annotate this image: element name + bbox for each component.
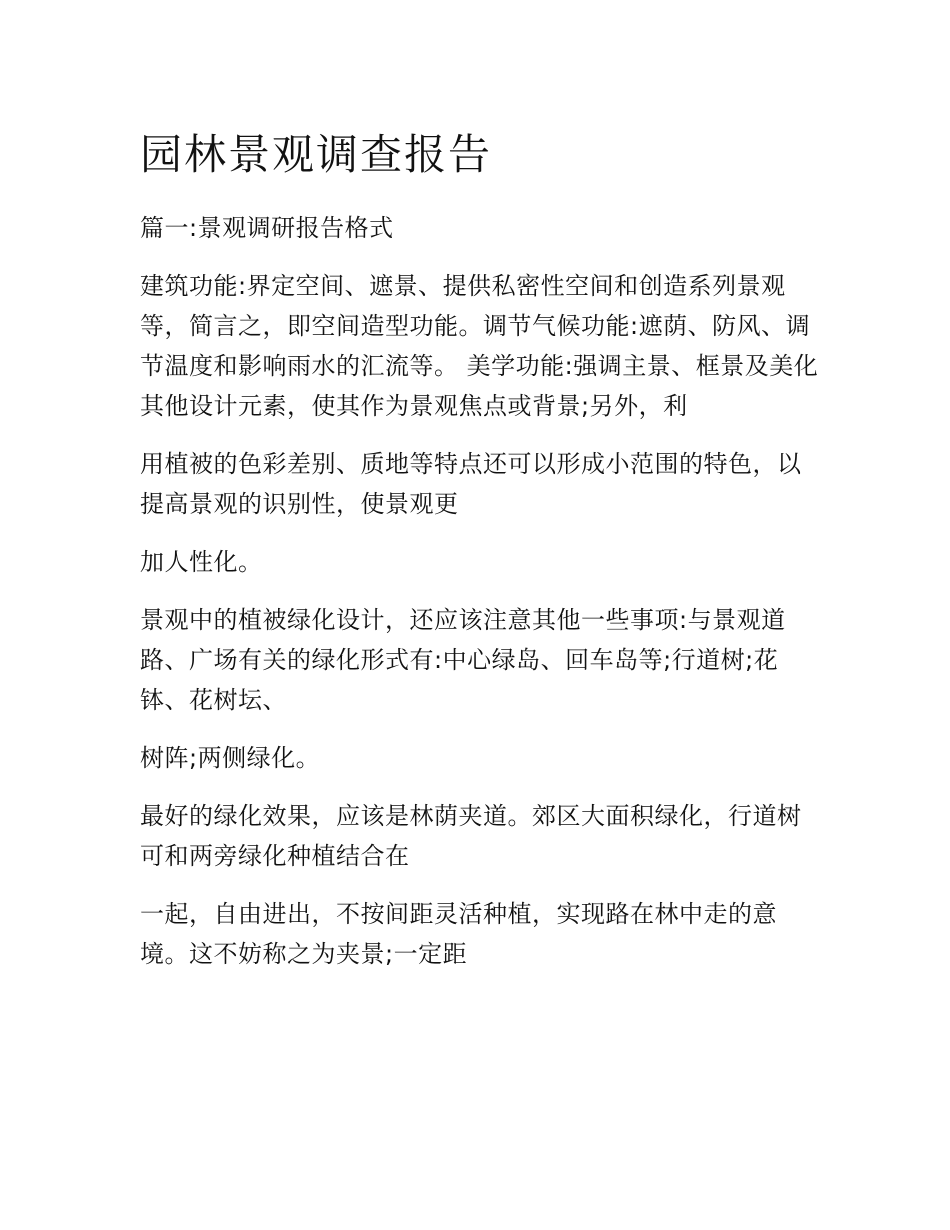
paragraph-7: 一起，自由进出，不按间距灵活种植，实现路在林中走的意境。这不妨称之为夹景;一定距 — [140, 900, 777, 968]
paragraph-2: 用植被的色彩差别、质地等特点还可以形成小范围的特色，以提高景观的识别性，使景观更 — [140, 450, 802, 518]
paragraph-1: 建筑功能:界定空间、遮景、提供私密性空间和创造系列景观等，简言之，即空间造型功能。调节气候功能:遮荫、防风、调节温度和影响雨水的汇流等。 美学功能:强调主景、框景及美化其他设计元素，使其作为景观焦点或背景;另外，利 — [140, 272, 819, 420]
paragraph-3: 加人性化。 — [140, 548, 263, 576]
section-heading: 篇一:景观调研报告格式 — [140, 214, 394, 242]
paragraph-4: 景观中的植被绿化设计，还应该注意其他一些事项:与景观道路、广场有关的绿化形式有:中心绿岛、回车岛等;行道树;花钵、花树坛、 — [140, 606, 786, 714]
document-page — [140, 120, 820, 992]
paragraph-5: 树阵;两侧绿化。 — [140, 744, 321, 772]
document-title: 园林景观调查报告 — [140, 130, 493, 179]
paragraph-6: 最好的绿化效果，应该是林荫夹道。郊区大面积绿化，行道树可和两旁绿化种植结合在 — [140, 802, 802, 870]
